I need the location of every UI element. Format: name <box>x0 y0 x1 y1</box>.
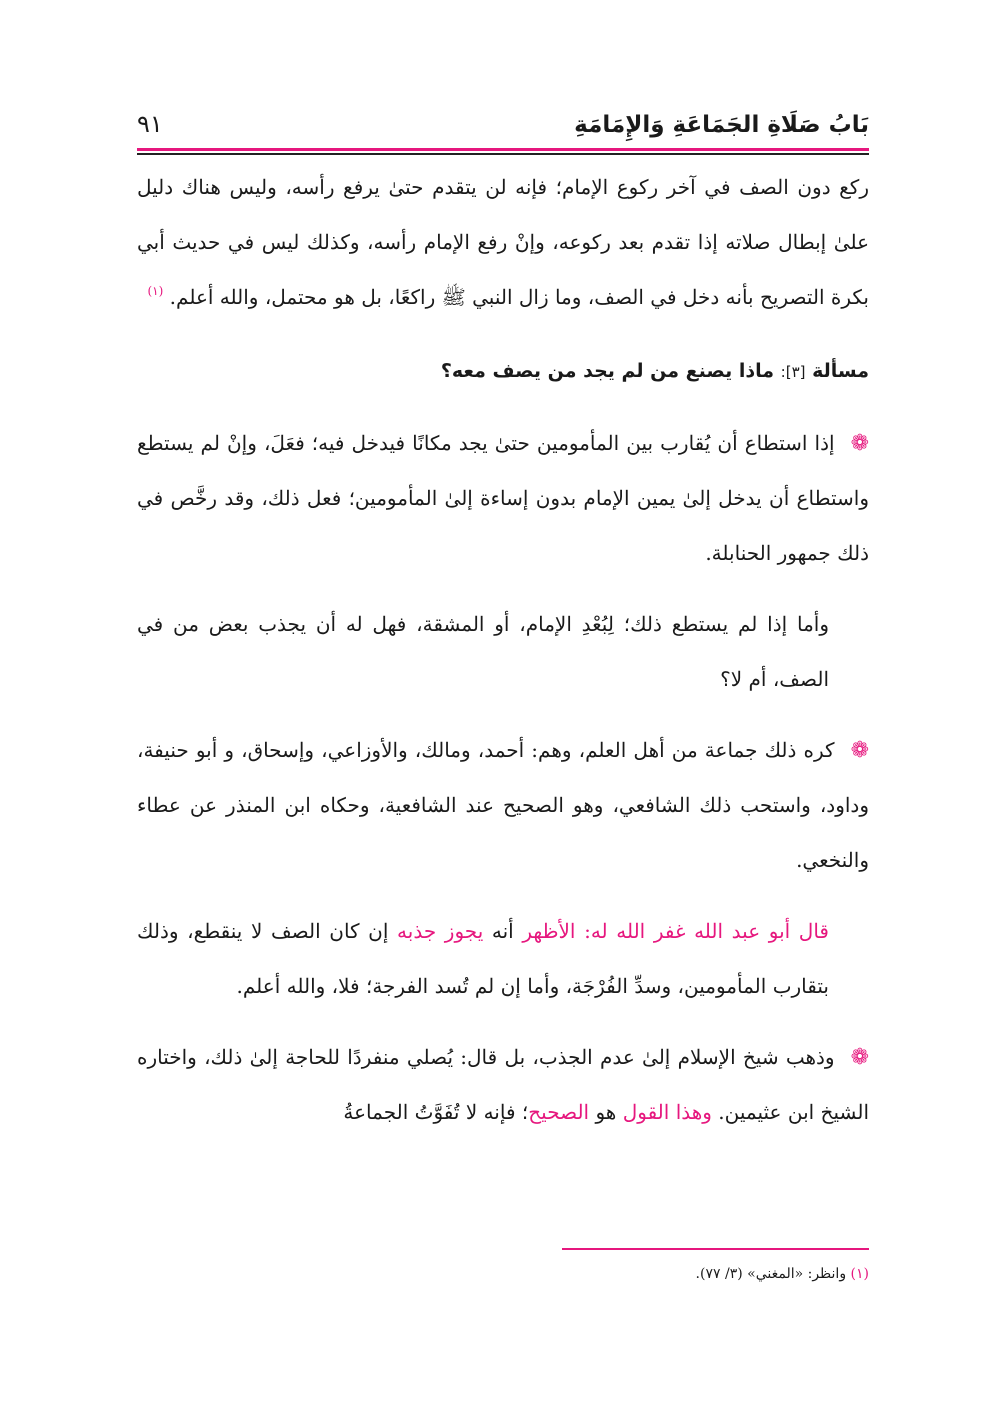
header-rule <box>137 153 869 155</box>
paragraph-6: ❁وذهب شيخ الإسلام إلىٰ عدم الجذب، بل قال: يُصلي منفردًا للحاجة إلىٰ ذلك، واختاره الشيخ ابن عثيمين. وهذا القول هو الصحيح؛ فإنه لا تُفَوَّتُ الجماعةُ <box>137 1045 869 1124</box>
paragraph-2: ❁إذا استطاع أن يُقارب بين المأمومين حتىٰ يجد مكانًا فيدخل فيه؛ فعَلَ، وإنْ لم يستطع واستطاع أن يدخل إلىٰ يمين الإمام بدون إساءة إلىٰ المأمومين؛ فعل ذلك، وقد رخَّص في ذلك جمهور الحنابلة. <box>137 431 869 565</box>
correct-highlight: الصحيح <box>528 1100 590 1124</box>
page-header <box>137 108 869 146</box>
issue-question: ماذا يصنع من لم يجد من يصف معه؟ <box>440 360 775 382</box>
footnote-rule <box>562 1248 869 1250</box>
footnote-ref[interactable]: (١) <box>147 284 164 298</box>
paragraph-4: ❁كره ذلك جماعة من أهل العلم، وهم: أحمد، ومالك، والأوزاعي، وإسحاق، و أبو حنيفة، وداود، واستحب ذلك الشافعي، وهو الصحيح عند الشافعية، وحكاه ابن المنذر عن عطاء والنخعي. <box>137 738 869 872</box>
opinion-highlight: وهذا القول <box>622 1100 712 1124</box>
ruling-highlight: يجوز جذبه <box>397 919 484 943</box>
flower-bullet-icon: ❁ <box>850 738 869 763</box>
issue-number: [٣]: <box>780 363 806 381</box>
issue-heading <box>137 344 869 400</box>
paragraph-5: قال أبو عبد الله غفر الله له: الأظهر أنه يجوز جذبه إن كان الصف لا ينقطع، وذلك بتقارب المأمومين، وسدِّ الفُرْجَة، وأما إن لم تُسد الفرجة؛ فلا، والله أعلم. <box>137 919 829 998</box>
main-text <box>137 160 869 1140</box>
author-opinion: قال أبو عبد الله غفر الله له: الأظهر <box>522 919 829 943</box>
footnote-text: وانظر: «المغني» (٣/ ٧٧). <box>695 1266 851 1282</box>
footnote <box>137 1266 869 1282</box>
flower-bullet-icon: ❁ <box>850 1045 869 1070</box>
paragraph-3: وأما إذا لم يستطع ذلك؛ لِبُعْدِ الإمام، أو المشقة، فهل له أن يجذب بعض من في الصف، أم لا؟ <box>137 612 829 691</box>
header-rule-accent <box>137 148 869 151</box>
paragraph-1: ركع دون الصف في آخر ركوع الإمام؛ فإنه لن يتقدم حتىٰ يرفع رأسه، وليس هناك دليل علىٰ إبطال صلاته إذا تقدم بعد ركوعه، وإنْ رفع الإمام رأسه، وكذلك ليس في حديث أبي بكرة التصريح بأنه دخل في الصف، وما زال النبي ﷺ راكعًا، بل هو محتمل، والله أعلم. $^{(١)}$ <box>137 175 869 309</box>
chapter-title: بَابُ صَلَاةِ الجَمَاعَةِ وَالإِمَامَةِ <box>574 112 869 138</box>
flower-bullet-icon: ❁ <box>850 431 869 456</box>
issue-label: مسألة <box>812 360 869 382</box>
footnote-number: (١) <box>850 1266 869 1282</box>
page-number: ٩١ <box>137 110 163 138</box>
